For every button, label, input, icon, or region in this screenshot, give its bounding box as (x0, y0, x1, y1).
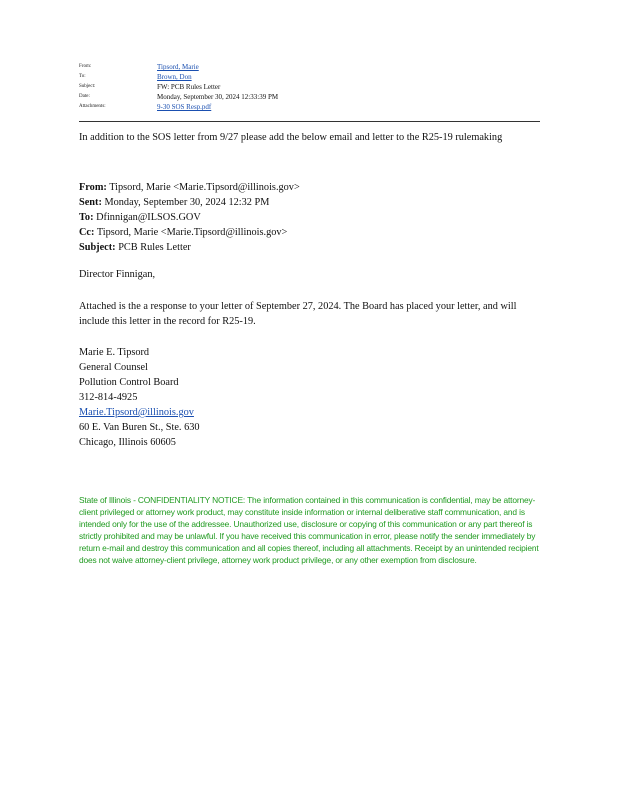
forwarded-cc-row (79, 225, 539, 240)
forwarded-header (79, 180, 539, 255)
forwarded-sent-label: Sent: (79, 197, 102, 208)
header-from-row (79, 62, 539, 72)
forwarded-to-label: To: (79, 212, 94, 223)
header-date-label: Date: (79, 93, 90, 100)
header-to-link[interactable]: Brown, Don (157, 73, 192, 81)
forwarded-subject-row (79, 240, 539, 255)
forwarded-cc-value: Tipsord, Marie <Marie.Tipsord@illinois.gov> (96, 227, 288, 238)
header-from-link[interactable]: Tipsord, Marie (157, 63, 199, 71)
header-divider (79, 121, 540, 122)
forwarded-cc-label: Cc: (79, 227, 95, 238)
forwarded-subject-value: PCB Rules Letter (118, 242, 191, 253)
forwarded-from-label: From: (79, 182, 107, 193)
signature-title: General Counsel (79, 362, 148, 373)
header-date-row (79, 92, 539, 102)
forwarded-sent-row (79, 195, 539, 210)
signature-org: Pollution Control Board (79, 377, 179, 388)
confidentiality-notice: State of Illinois - CONFIDENTIALITY NOTICE: The information contained in this communication is confidential, may be attorney-client privileged or attorney work product, may constitute inside information or internal deliberative staff communication, and is intended only for the use of the addressee. Unauthorized use, disclosure or copying of this communication or any part thereof is strictly prohibited and may be unlawful. If you have received this communication in error, please notify the sender immediately by return e-mail and destroy this communication and all copies thereof, including all attachments. Receipt by an unintended recipient does not waive attorney-client privilege, attorney work product privilege, or any other exemption from disclosure. (79, 495, 539, 565)
body-paragraph: Attached is the a response to your letter of September 27, 2024. The Board has placed your letter, and will include this letter in the record for R25-19. (79, 301, 517, 327)
greeting: Director Finnigan, (79, 269, 156, 280)
forwarded-from-value: Tipsord, Marie <Marie.Tipsord@illinois.gov> (109, 182, 300, 193)
intro-text: In addition to the SOS letter from 9/27 please add the below email and letter to the R25-19 rulemaking (79, 132, 503, 143)
signature-email-link[interactable]: Marie.Tipsord@illinois.gov (79, 407, 194, 418)
email-header (79, 62, 539, 112)
header-date-value: Monday, September 30, 2024 12:33:39 PM (157, 93, 279, 101)
forwarded-to-value: Dfinnigan@ILSOS.GOV (96, 212, 201, 223)
header-attachments-row (79, 102, 539, 112)
signature-name: Marie E. Tipsord (79, 347, 150, 358)
header-to-label: To: (79, 73, 86, 80)
signature-phone: 312-814-4925 (79, 392, 138, 403)
header-subject-value: FW: PCB Rules Letter (157, 83, 221, 91)
forwarded-subject-label: Subject: (79, 242, 116, 253)
forwarded-from-row (79, 180, 539, 195)
header-subject-label: Subject: (79, 83, 96, 90)
header-to-row (79, 72, 539, 82)
forwarded-sent-value: Monday, September 30, 2024 12:32 PM (104, 197, 270, 208)
forwarded-to-row (79, 210, 539, 225)
attachment-link[interactable]: 9-30 SOS Resp.pdf (157, 103, 212, 111)
header-attachments-label: Attachments: (79, 103, 106, 110)
header-subject-row (79, 82, 539, 92)
signature-address-line1: 60 E. Van Buren St., Ste. 630 (79, 422, 200, 433)
signature-block (79, 345, 200, 450)
signature-address-line2: Chicago, Illinois 60605 (79, 437, 176, 448)
header-from-label: From: (79, 63, 92, 70)
